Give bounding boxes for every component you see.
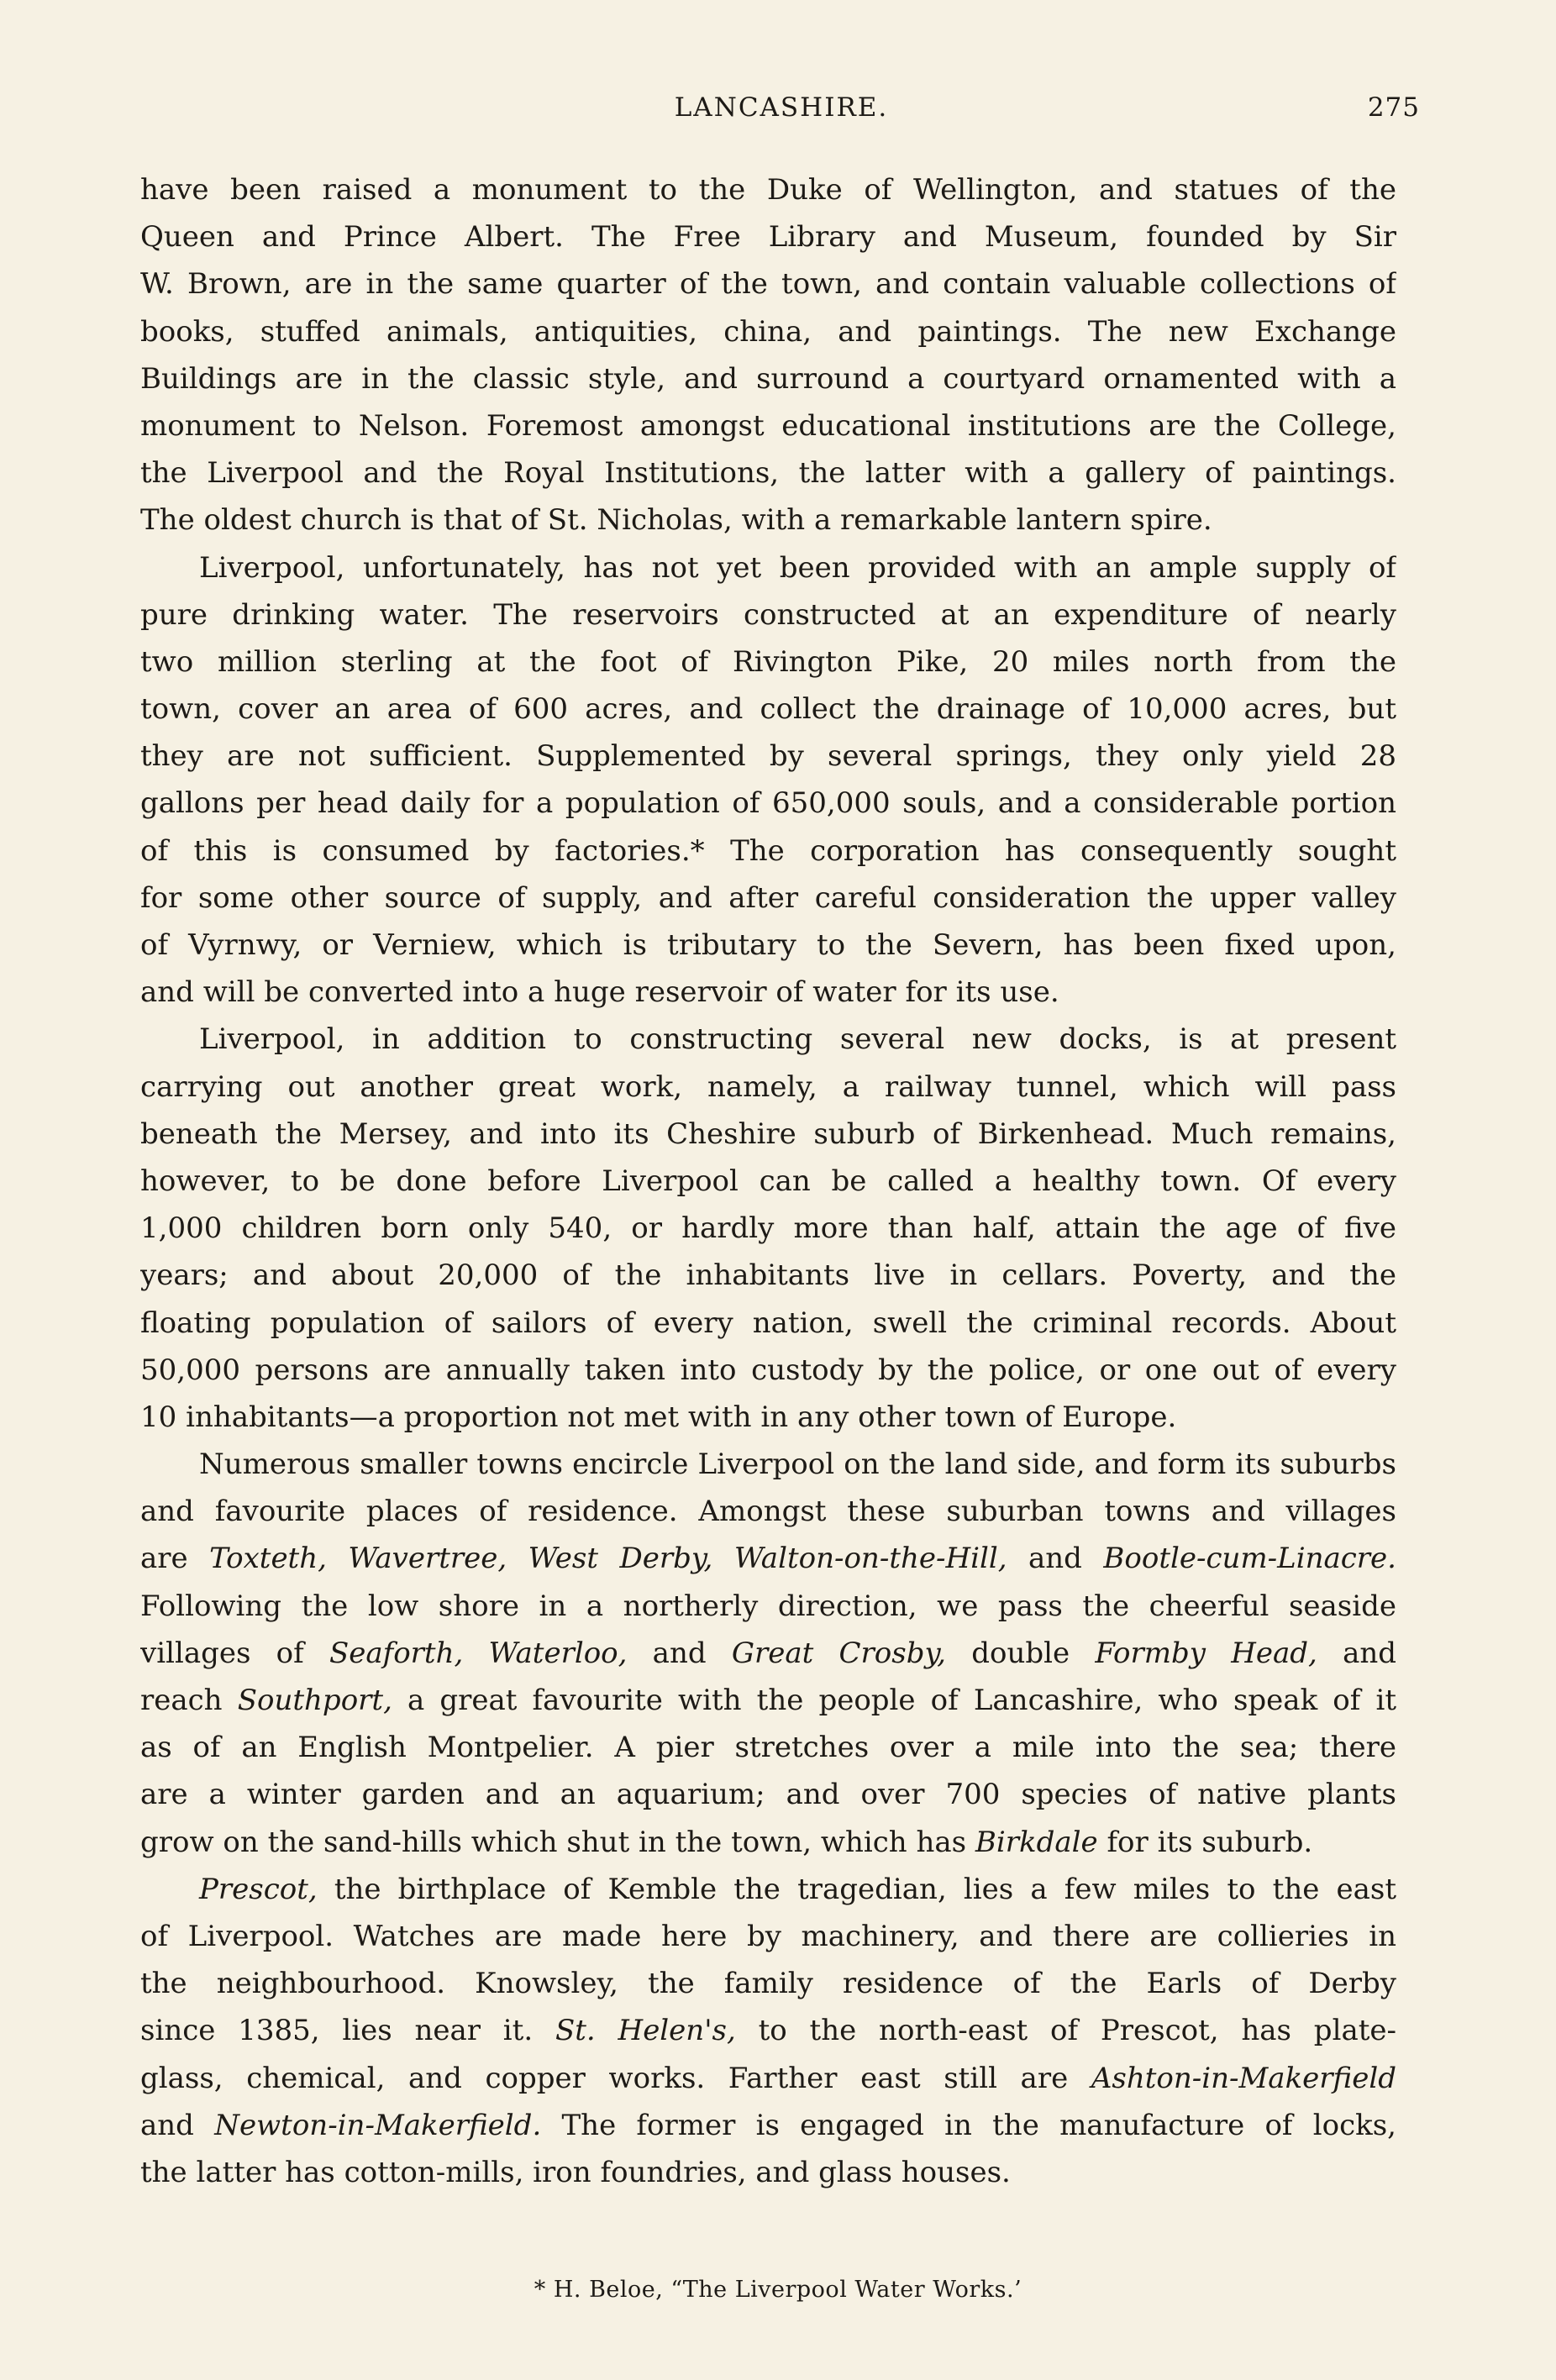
text-segment: they are not sufficient. Supplemented by several springs, they only yield 28	[140, 739, 1396, 774]
text-segment: Queen and Prince Albert. The Free Library and Museum, founded by Sir	[140, 220, 1396, 255]
text-segment: The oldest church is that of St. Nicholas, with a remarkable lantern spire.	[140, 503, 1212, 538]
text-segment	[463, 1637, 488, 1670]
text-line	[140, 496, 1396, 544]
text-line	[140, 2055, 1396, 2102]
text-line	[140, 638, 1396, 686]
text-line	[140, 591, 1396, 638]
italic-place-name: Ashton-in-Makerfield	[1091, 2061, 1396, 2095]
text-line	[140, 1488, 1396, 1535]
text-line	[140, 2149, 1396, 2196]
text-line	[140, 1016, 1396, 1063]
text-line	[140, 1724, 1396, 1771]
text-line	[140, 213, 1396, 260]
text-segment: and	[140, 2108, 215, 2142]
italic-place-name: Great Crosby,	[731, 1636, 946, 1670]
italic-place-name: Southport,	[237, 1684, 392, 1717]
text-segment: of Liverpool. Watches are made here by machinery, and there are collieries in	[140, 1919, 1396, 1953]
text-segment: 1,000 children born only 540, or hardly more than half, attain the age of five	[140, 1211, 1396, 1246]
text-segment: years; and about 20,000 of the inhabitants live in cellars. Poverty, and the	[140, 1258, 1396, 1293]
text-segment: for its suburb.	[1097, 1825, 1313, 1859]
text-line	[140, 544, 1396, 591]
text-line	[140, 355, 1396, 402]
text-line	[140, 875, 1396, 922]
text-segment: and	[1317, 1636, 1396, 1670]
text-line	[140, 1819, 1396, 1866]
text-line	[140, 733, 1396, 780]
text-line	[140, 1583, 1396, 1630]
italic-place-name: Wavertree,	[348, 1542, 507, 1576]
text-segment: to the north-east of Prescot, has plate-	[735, 2014, 1396, 2048]
text-segment	[507, 1542, 528, 1575]
text-segment: glass, chemical, and copper works. Farther east still are	[140, 2061, 1091, 2095]
text-segment: two million sterling at the foot of Rivington Pike, 20 miles north from the	[140, 644, 1396, 679]
italic-place-name: St. Helen's,	[555, 2014, 736, 2048]
text-segment: the Liverpool and the Royal Institutions, the latter with a gallery of paintings.	[140, 456, 1396, 491]
text-segment: however, to be done before Liverpool can be called a healthy town. Of every	[140, 1164, 1396, 1198]
text-segment: books, stuffed animals, antiquities, china, and paintings. The new Exchange	[140, 314, 1396, 349]
text-line	[140, 1677, 1396, 1724]
text-segment: Following the low shore in a northerly direction, we pass the cheerful seaside	[140, 1589, 1396, 1623]
text-segment: have been raised a monument to the Duke of Wellington, and statues of the	[140, 173, 1396, 207]
text-segment: a great favourite with the people of Lancashire, who speak of it	[392, 1684, 1396, 1717]
text-line	[140, 166, 1396, 213]
text-line	[140, 1913, 1396, 1960]
text-segment: and	[1007, 1542, 1104, 1576]
text-line	[140, 402, 1396, 449]
body-text	[140, 166, 1396, 2196]
text-line	[140, 1771, 1396, 1818]
text-line	[140, 449, 1396, 496]
text-line	[140, 308, 1396, 355]
text-line	[140, 922, 1396, 969]
text-line	[140, 1535, 1396, 1582]
text-segment: for some other source of supply, and after careful consideration the upper valley	[140, 880, 1396, 915]
text-segment: W. Brown, are in the same quarter of the town, and contain valuable collections of	[140, 267, 1396, 302]
italic-place-name: Formby Head,	[1095, 1636, 1317, 1670]
text-segment	[712, 1542, 733, 1575]
text-line	[140, 780, 1396, 827]
text-segment: of Vyrnwy, or Verniew, which is tributary to the Severn, has been fixed upon,	[140, 928, 1396, 962]
text-segment: 50,000 persons are annually taken into custody by the police, or one out of every	[140, 1353, 1396, 1387]
text-line	[140, 2102, 1396, 2149]
text-segment: and	[627, 1636, 732, 1670]
italic-place-name: Newton-in-Makerfield.	[214, 2108, 542, 2142]
italic-place-name: Toxteth,	[209, 1542, 327, 1576]
text-line	[140, 1252, 1396, 1299]
text-segment: and will be converted into a huge reservoir of water for its use.	[140, 975, 1059, 1010]
text-segment: as of an English Montpelier. A pier stretches over a mile into the sea; there	[140, 1731, 1396, 1765]
text-segment: carrying out another great work, namely, a railway tunnel, which will pass	[140, 1069, 1396, 1104]
italic-place-name: Walton-on-the-Hill,	[733, 1542, 1007, 1576]
text-segment: are	[140, 1542, 210, 1576]
text-segment: Numerous smaller towns encircle Liverpool on the land side, and form its suburbs	[199, 1447, 1396, 1482]
text-segment: gallons per head daily for a population of 650,000 souls, and a considerable portion	[140, 786, 1396, 821]
footnote: * H. Beloe, “The Liverpool Water Works.’	[534, 2277, 1022, 2303]
page-number: 275	[1367, 92, 1420, 123]
text-segment: of this is consumed by factories.* The corporation has consequently sought	[140, 833, 1396, 868]
text-segment: pure drinking water. The reservoirs constructed at an expenditure of nearly	[140, 597, 1396, 632]
text-line	[140, 1064, 1396, 1111]
text-segment: the birthplace of Kemble the tragedian, lies a few miles to the east	[317, 1872, 1396, 1906]
text-line	[140, 1630, 1396, 1677]
text-segment: are a winter garden and an aquarium; and over 700 species of native plants	[140, 1778, 1396, 1812]
text-line	[140, 686, 1396, 733]
text-segment: grow on the sand-hills which shut in the town, which has	[140, 1825, 975, 1859]
text-line	[140, 1347, 1396, 1394]
italic-place-name: Bootle-cum-Linacre.	[1103, 1542, 1396, 1576]
text-segment: Liverpool, in addition to constructing several new docks, is at present	[199, 1022, 1396, 1057]
running-head: LANCASHIRE.	[674, 92, 889, 123]
text-line	[140, 827, 1396, 875]
text-line	[140, 1960, 1396, 2007]
text-segment: 10 inhabitants—a proportion not met with in any other town of Europe.	[140, 1400, 1177, 1434]
text-segment: villages of	[140, 1636, 329, 1670]
text-line	[140, 1158, 1396, 1205]
italic-place-name: Birkdale	[975, 1825, 1098, 1859]
text-segment: Buildings are in the classic style, and surround a courtyard ornamented with a	[140, 361, 1396, 396]
text-segment: since 1385, lies near it.	[140, 2014, 555, 2048]
text-segment: the latter has cotton-mills, iron foundries, and glass houses.	[140, 2155, 1011, 2189]
text-line	[140, 1394, 1396, 1441]
text-segment: beneath the Mersey, and into its Cheshire suburb of Birkenhead. Much remains,	[140, 1116, 1396, 1151]
page-header	[143, 92, 1420, 143]
text-line	[140, 260, 1396, 307]
italic-place-name: Prescot,	[199, 1872, 318, 1906]
italic-place-name: West Derby,	[528, 1542, 713, 1576]
text-segment	[327, 1542, 348, 1575]
text-line	[140, 1111, 1396, 1158]
text-segment: and favourite places of residence. Amongst these suburban towns and villages	[140, 1495, 1396, 1529]
text-line	[140, 1866, 1396, 1913]
text-segment: reach	[140, 1684, 238, 1717]
text-segment: monument to Nelson. Foremost amongst educational institutions are the College,	[140, 408, 1396, 443]
text-line	[140, 1300, 1396, 1347]
italic-place-name: Waterloo,	[488, 1636, 628, 1670]
text-line	[140, 1441, 1396, 1488]
text-segment: Liverpool, unfortunately, has not yet been provided with an ample supply of	[199, 550, 1396, 585]
text-segment: double	[945, 1636, 1096, 1670]
text-line	[140, 1205, 1396, 1252]
italic-place-name: Seaforth,	[329, 1636, 464, 1670]
text-segment: The former is engaged in the manufacture of locks,	[541, 2108, 1396, 2142]
text-line	[140, 969, 1396, 1016]
text-segment: the neighbourhood. Knowsley, the family residence of the Earls of Derby	[140, 1967, 1396, 2001]
text-segment: floating population of sailors of every nation, swell the criminal records. About	[140, 1306, 1396, 1340]
text-line	[140, 2007, 1396, 2054]
text-segment: town, cover an area of 600 acres, and collect the drainage of 10,000 acres, but	[140, 692, 1396, 727]
